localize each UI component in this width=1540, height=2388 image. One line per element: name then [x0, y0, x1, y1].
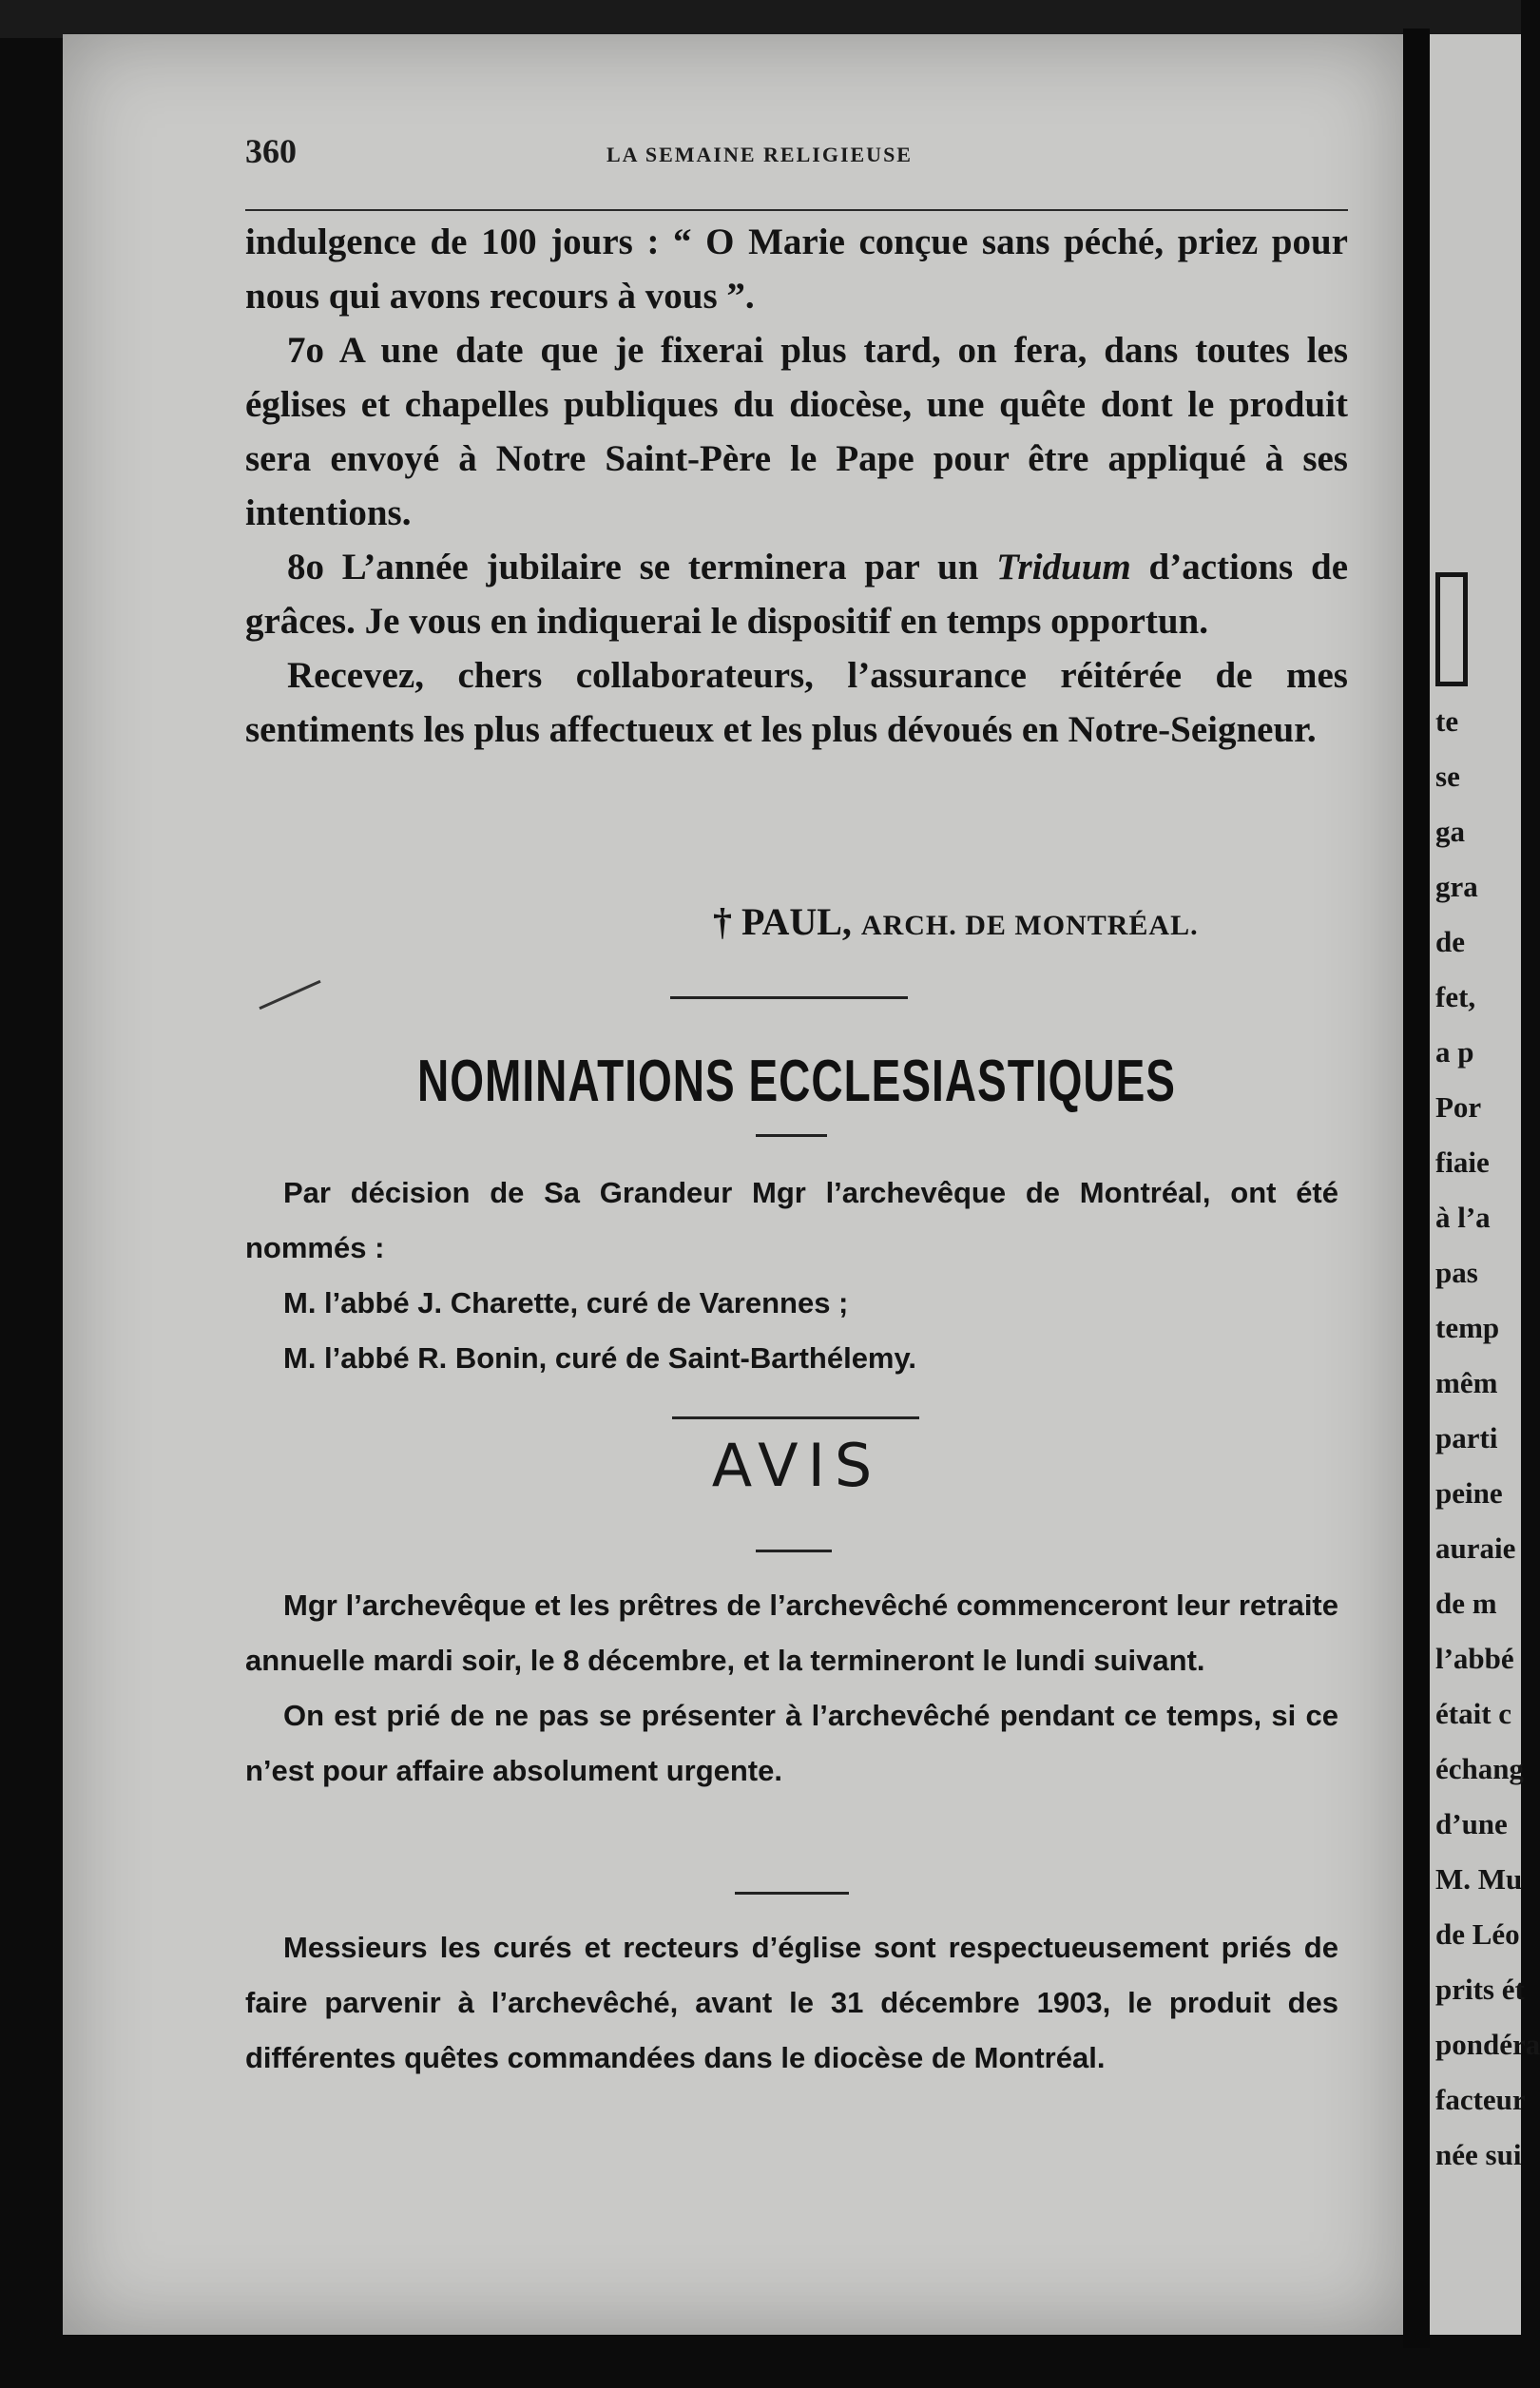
section-rule [672, 1416, 919, 1419]
adjacent-page-fragment: de [1435, 925, 1465, 958]
adjacent-page-fragment: te [1435, 704, 1459, 738]
letter-paragraph-8 [245, 540, 1348, 648]
adjacent-page-fragment: ga [1435, 815, 1465, 848]
letter-body [245, 215, 1348, 757]
adjacent-page-fragment: fet, [1435, 980, 1476, 1013]
adjacent-page-fragment: à l’a [1435, 1201, 1491, 1234]
nominations-body [245, 1165, 1338, 1386]
avis-paragraph: Mgr l’archevêque et les prêtres de l’archevêché commenceront leur retraite annuelle mardi soir, le 8 décembre, et la termineront le lundi suivant. [245, 1589, 1338, 1677]
notice-body [245, 1920, 1338, 2086]
section-rule [670, 996, 908, 999]
para8-before: 8o L’année jubilaire se terminera par un [287, 547, 979, 587]
adjacent-page-fragment: fiaie [1435, 1146, 1490, 1179]
avis-body [245, 1578, 1338, 1799]
adjacent-page-fragment: prits ét [1435, 1973, 1525, 2006]
adjacent-page-fragment: auraie [1435, 1531, 1516, 1565]
signature-title: ARCH. DE MONTRÉAL. [860, 910, 1199, 941]
adjacent-page-fragment: pondéra [1435, 2028, 1540, 2061]
page-gutter [1403, 29, 1430, 2348]
adjacent-page [1430, 34, 1540, 2335]
adjacent-page-fragment: d’une [1435, 1807, 1508, 1840]
adjacent-page-fragment: facteur [1435, 2083, 1526, 2116]
letter-paragraph: Recevez, chers collaborateurs, l’assurance réitérée de mes sentiments les plus affectueux et les plus dévoués en Notre-Seigneur. [245, 655, 1348, 750]
adjacent-page-fragment: née sui [1435, 2138, 1522, 2171]
adjacent-page-fragment: M. Mu [1435, 1862, 1523, 1896]
letter-paragraph: 7o A une date que je fixerai plus tard, on fera, dans toutes les églises et chapelles publiques du diocèse, une quête dont le produit sera envoyé à Notre Saint-Père le Pape pour être appliqué à ses intentions. [245, 330, 1348, 533]
adjacent-page-fragment: se [1435, 760, 1460, 793]
adjacent-page-fragment: l’abbé [1435, 1642, 1514, 1675]
para8-after: d’actions de grâces. Je vous en indiquerai le dispositif en temps opportun. [245, 547, 1349, 642]
cross-icon: † [713, 900, 732, 943]
adjacent-page-fragment: a p [1435, 1035, 1474, 1069]
page-number: 360 [245, 132, 297, 170]
scan-frame [0, 0, 1521, 38]
adjacent-page-fragment: échang [1435, 1752, 1524, 1785]
nomination-item: M. l’abbé R. Bonin, curé de Saint-Barthélemy. [283, 1341, 917, 1375]
letter-paragraph: indulgence de 100 jours : “ O Marie conçue sans péché, priez pour nous qui avons recours à vous ”. [245, 221, 1348, 317]
title-rule [756, 1134, 827, 1137]
adjacent-page-fragment: gra [1435, 870, 1478, 903]
adjacent-page-fragment: temp [1435, 1311, 1500, 1344]
signature-name: PAUL, [741, 900, 852, 943]
section-rule [735, 1892, 849, 1895]
adjacent-page-initial-mark [1435, 572, 1468, 686]
adjacent-page-fragment: peine [1435, 1476, 1503, 1510]
nomination-item: M. l’abbé J. Charette, curé de Varennes ; [283, 1286, 849, 1319]
adjacent-page-fragment: était c [1435, 1697, 1512, 1730]
adjacent-page-fragment: Por [1435, 1090, 1482, 1124]
adjacent-page-fragment: de m [1435, 1587, 1497, 1620]
adjacent-page-fragment: pas [1435, 1256, 1478, 1289]
nominations-intro: Par décision de Sa Grandeur Mgr l’archevêque de Montréal, ont été nommés : [245, 1176, 1338, 1264]
adjacent-page-fragment: de Léo [1435, 1917, 1520, 1951]
adjacent-page-fragment: parti [1435, 1421, 1498, 1454]
header-rule [245, 209, 1348, 211]
running-header [245, 131, 1348, 179]
nominations-title: NOMINATIONS ECCLESIASTIQUES [417, 1047, 1176, 1114]
signature [713, 899, 1199, 944]
adjacent-page-fragment: mêm [1435, 1366, 1498, 1399]
para8-italic: Triduum [996, 547, 1131, 587]
notice-paragraph: Messieurs les curés et recteurs d’église sont respectueusement priés de faire parvenir à l’archevêché, avant le 31 décembre 1903, le produit des différentes quêtes commandées dans le diocèse de Montréal. [245, 1931, 1338, 2074]
title-rule [756, 1550, 832, 1552]
avis-paragraph: On est prié de ne pas se présenter à l’archevêché pendant ce temps, si ce n’est pour affaire absolument urgente. [245, 1699, 1338, 1787]
avis-title: AVIS [711, 1431, 882, 1500]
running-title: LA SEMAINE RELIGIEUSE [606, 143, 913, 166]
